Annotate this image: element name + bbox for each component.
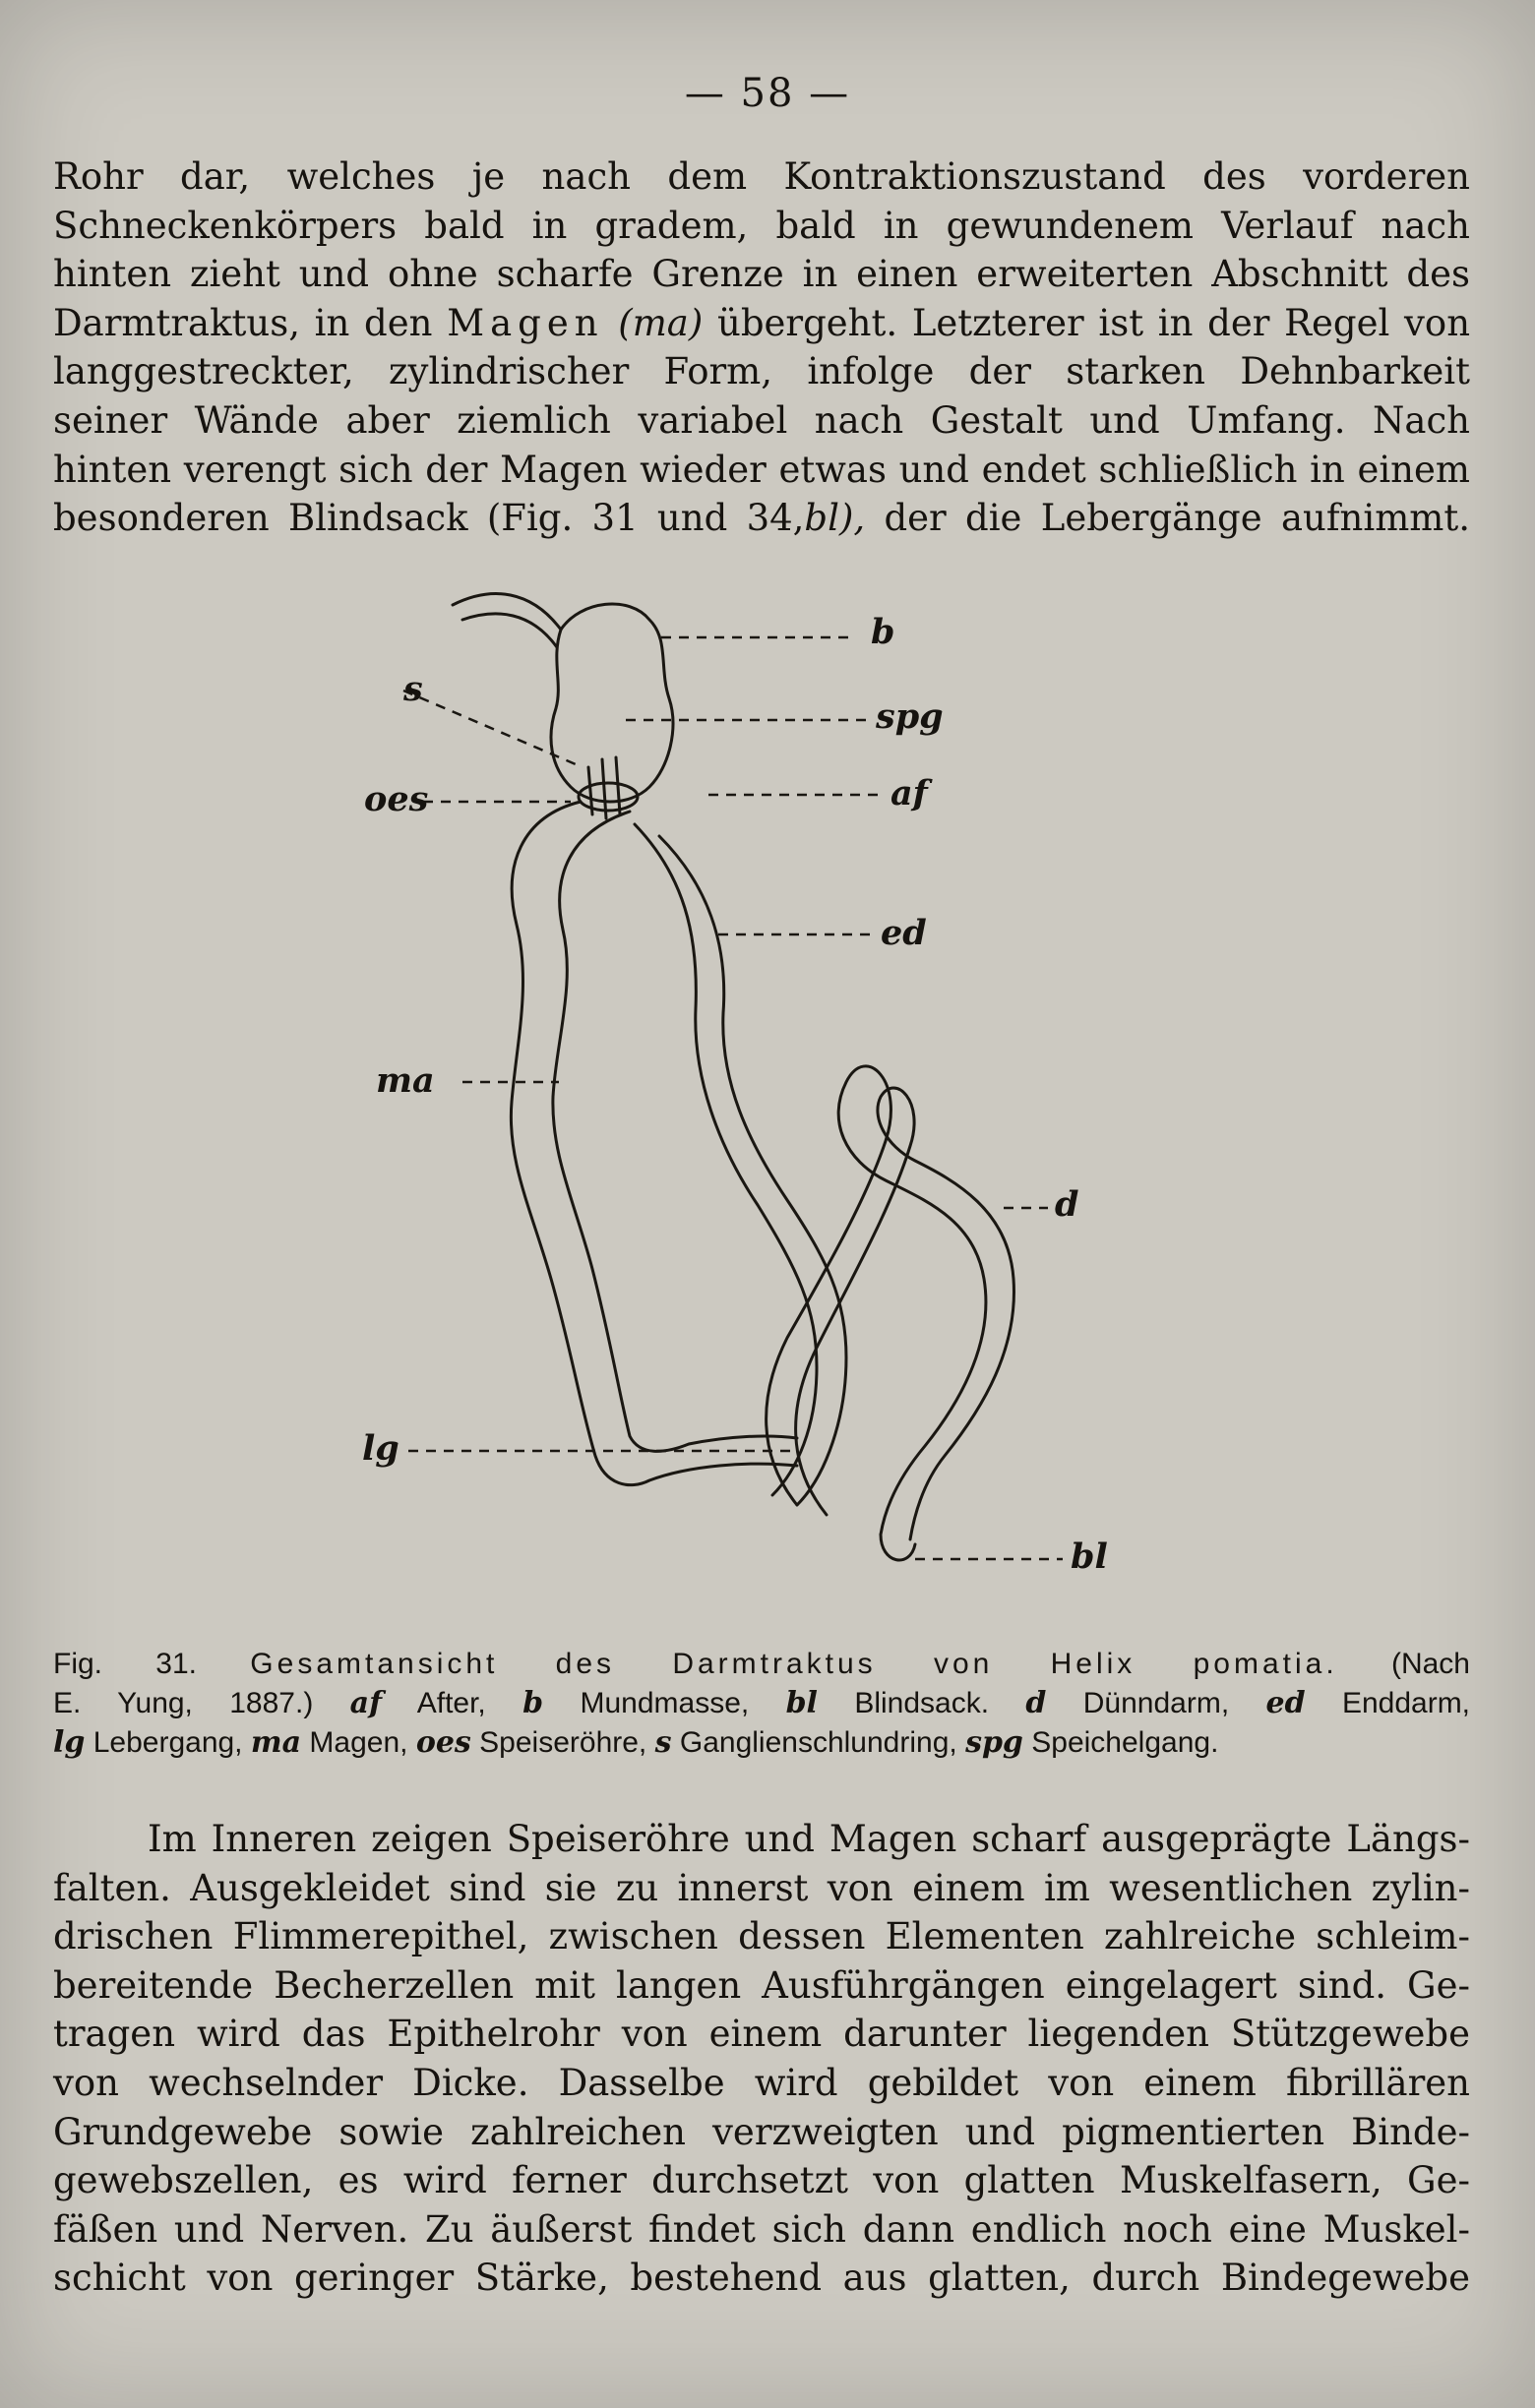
- caption-line: [53, 1723, 1470, 1763]
- figure-31: [335, 590, 1220, 1613]
- caption-text: Enddarm,: [1341, 1687, 1471, 1719]
- caption-text: Mundmasse,: [580, 1687, 750, 1719]
- caption-abbr: ed: [1265, 1686, 1306, 1720]
- caption-abbr: lg: [53, 1725, 86, 1760]
- text-line: tragen wird das Epithelrohr von einem darunter liegenden Stützgewebe: [53, 2013, 1470, 2056]
- caption-source: E. Yung, 1887.): [53, 1687, 314, 1719]
- caption-text: Magen,: [309, 1726, 408, 1759]
- caption-text: Speiseröhre,: [479, 1726, 647, 1759]
- text-line: Im Inneren zeigen Speiseröhre und Magen scharf ausgeprägte Längs-: [148, 1818, 1470, 1860]
- text-line: Rohr dar, welches je nach dem Kontraktionszustand des vorderen: [53, 155, 1470, 198]
- text-line: falten. Ausgekleidet sind sie zu innerst von einem im wesentlichen zylin-: [53, 1866, 1470, 1909]
- text-fragment: übergeht. Letzterer ist in der Regel von: [717, 301, 1471, 344]
- caption-text: Dünndarm,: [1082, 1687, 1230, 1719]
- digestive-tract-drawing: [335, 590, 1220, 1613]
- text-line: [53, 494, 1470, 543]
- caption-text: Ganglienschlundring,: [679, 1726, 957, 1759]
- leader-s: [403, 691, 583, 767]
- caption-abbr: s: [654, 1725, 672, 1760]
- text-line: langgestreckter, zylindrischer Form, infolge der starken Dehnbarkeit: [53, 350, 1470, 393]
- text-fragment: besonderen Blindsack (Fig. 31 und 34,: [53, 497, 805, 540]
- text-fragment: Darmtraktus, in den: [53, 301, 433, 344]
- text-line: gewebszellen, es wird ferner durchsetzt von glatten Muskelfasern, Ge-: [53, 2159, 1470, 2202]
- caption-text: Lebergang,: [92, 1726, 243, 1759]
- label-b: b: [871, 612, 895, 652]
- caption-abbr: b: [522, 1686, 544, 1720]
- caption-abbr: bl: [785, 1686, 818, 1720]
- caption-abbr: spg: [965, 1725, 1023, 1760]
- caption-title: Gesamtansicht des Darmtraktus von Helix pomatia.: [250, 1648, 1338, 1680]
- caption-abbr: ma: [250, 1725, 302, 1760]
- text-line: seiner Wände aber ziemlich variabel nach Gestalt und Umfang. Nach: [53, 398, 1470, 442]
- stomach-outline: [553, 812, 797, 1451]
- buccal-mass-outline: [551, 604, 673, 802]
- term-magen: Magen: [447, 301, 604, 344]
- text-line: bereitende Becherzellen mit langen Ausführgängen eingelagert sind. Ge-: [53, 1963, 1470, 2007]
- label-ma: ma: [376, 1060, 435, 1101]
- label-spg: spg: [876, 696, 944, 737]
- label-s: s: [403, 669, 423, 709]
- text-line: fäßen und Nerven. Zu äußerst findet sich dann endlich noch eine Muskel-: [53, 2207, 1470, 2251]
- caption-text: Speichelgang.: [1031, 1726, 1219, 1759]
- caption-text: Blindsack.: [854, 1687, 990, 1719]
- caption-line: [53, 1684, 1470, 1723]
- caption-text: (Nach: [1390, 1648, 1470, 1680]
- intestine: [659, 836, 846, 1505]
- text-line: Grundgewebe sowie zahlreichen verzweigten und pigmentierten Binde-: [53, 2110, 1470, 2153]
- label-d: d: [1055, 1184, 1079, 1225]
- caption-line: [53, 1645, 1470, 1684]
- label-ed: ed: [881, 913, 927, 953]
- label-oes: oes: [364, 779, 429, 819]
- caption-fig-number: Fig. 31.: [53, 1648, 197, 1680]
- abbr-bl: bl),: [804, 497, 866, 540]
- text-line: hinten zieht und ohne scharfe Grenze in einen erweiterten Abschnitt des: [53, 253, 1470, 296]
- text-line: [53, 299, 1470, 348]
- page-number: — 58 —: [684, 71, 851, 116]
- paragraph-bottom: [53, 1815, 1470, 2303]
- figure-caption: [53, 1645, 1470, 1763]
- label-lg: lg: [362, 1428, 399, 1469]
- abbr-ma: (ma): [618, 301, 704, 344]
- buccal-mass-tube: [462, 614, 557, 647]
- text-line: drischen Flimmerepithel, zwischen dessen Elementen zahlreiche schleim-: [53, 1915, 1470, 1958]
- caption-abbr: af: [349, 1686, 383, 1720]
- buccal-mass-tube: [453, 594, 561, 630]
- label-bl: bl: [1071, 1536, 1108, 1577]
- intestine: [635, 824, 817, 1495]
- text-fragment: der die Lebergänge aufnimmt.: [884, 497, 1470, 540]
- caption-abbr: oes: [415, 1725, 471, 1760]
- text-line: hinten verengt sich der Magen wieder etwas und endet schließlich in einem: [53, 448, 1470, 491]
- label-af: af: [890, 773, 928, 813]
- text-line: von wechselnder Dicke. Dasselbe wird gebildet von einem fibrillären: [53, 2061, 1470, 2104]
- paragraph-top: [53, 152, 1470, 543]
- caption-text: After,: [416, 1687, 486, 1719]
- text-line: schicht von geringer Stärke, bestehend aus glatten, durch Bindegewebe: [53, 2257, 1470, 2300]
- text-line: Schneckenkörpers bald in gradem, bald in gewundenem Verlauf nach: [53, 204, 1470, 247]
- caption-abbr: d: [1025, 1686, 1047, 1720]
